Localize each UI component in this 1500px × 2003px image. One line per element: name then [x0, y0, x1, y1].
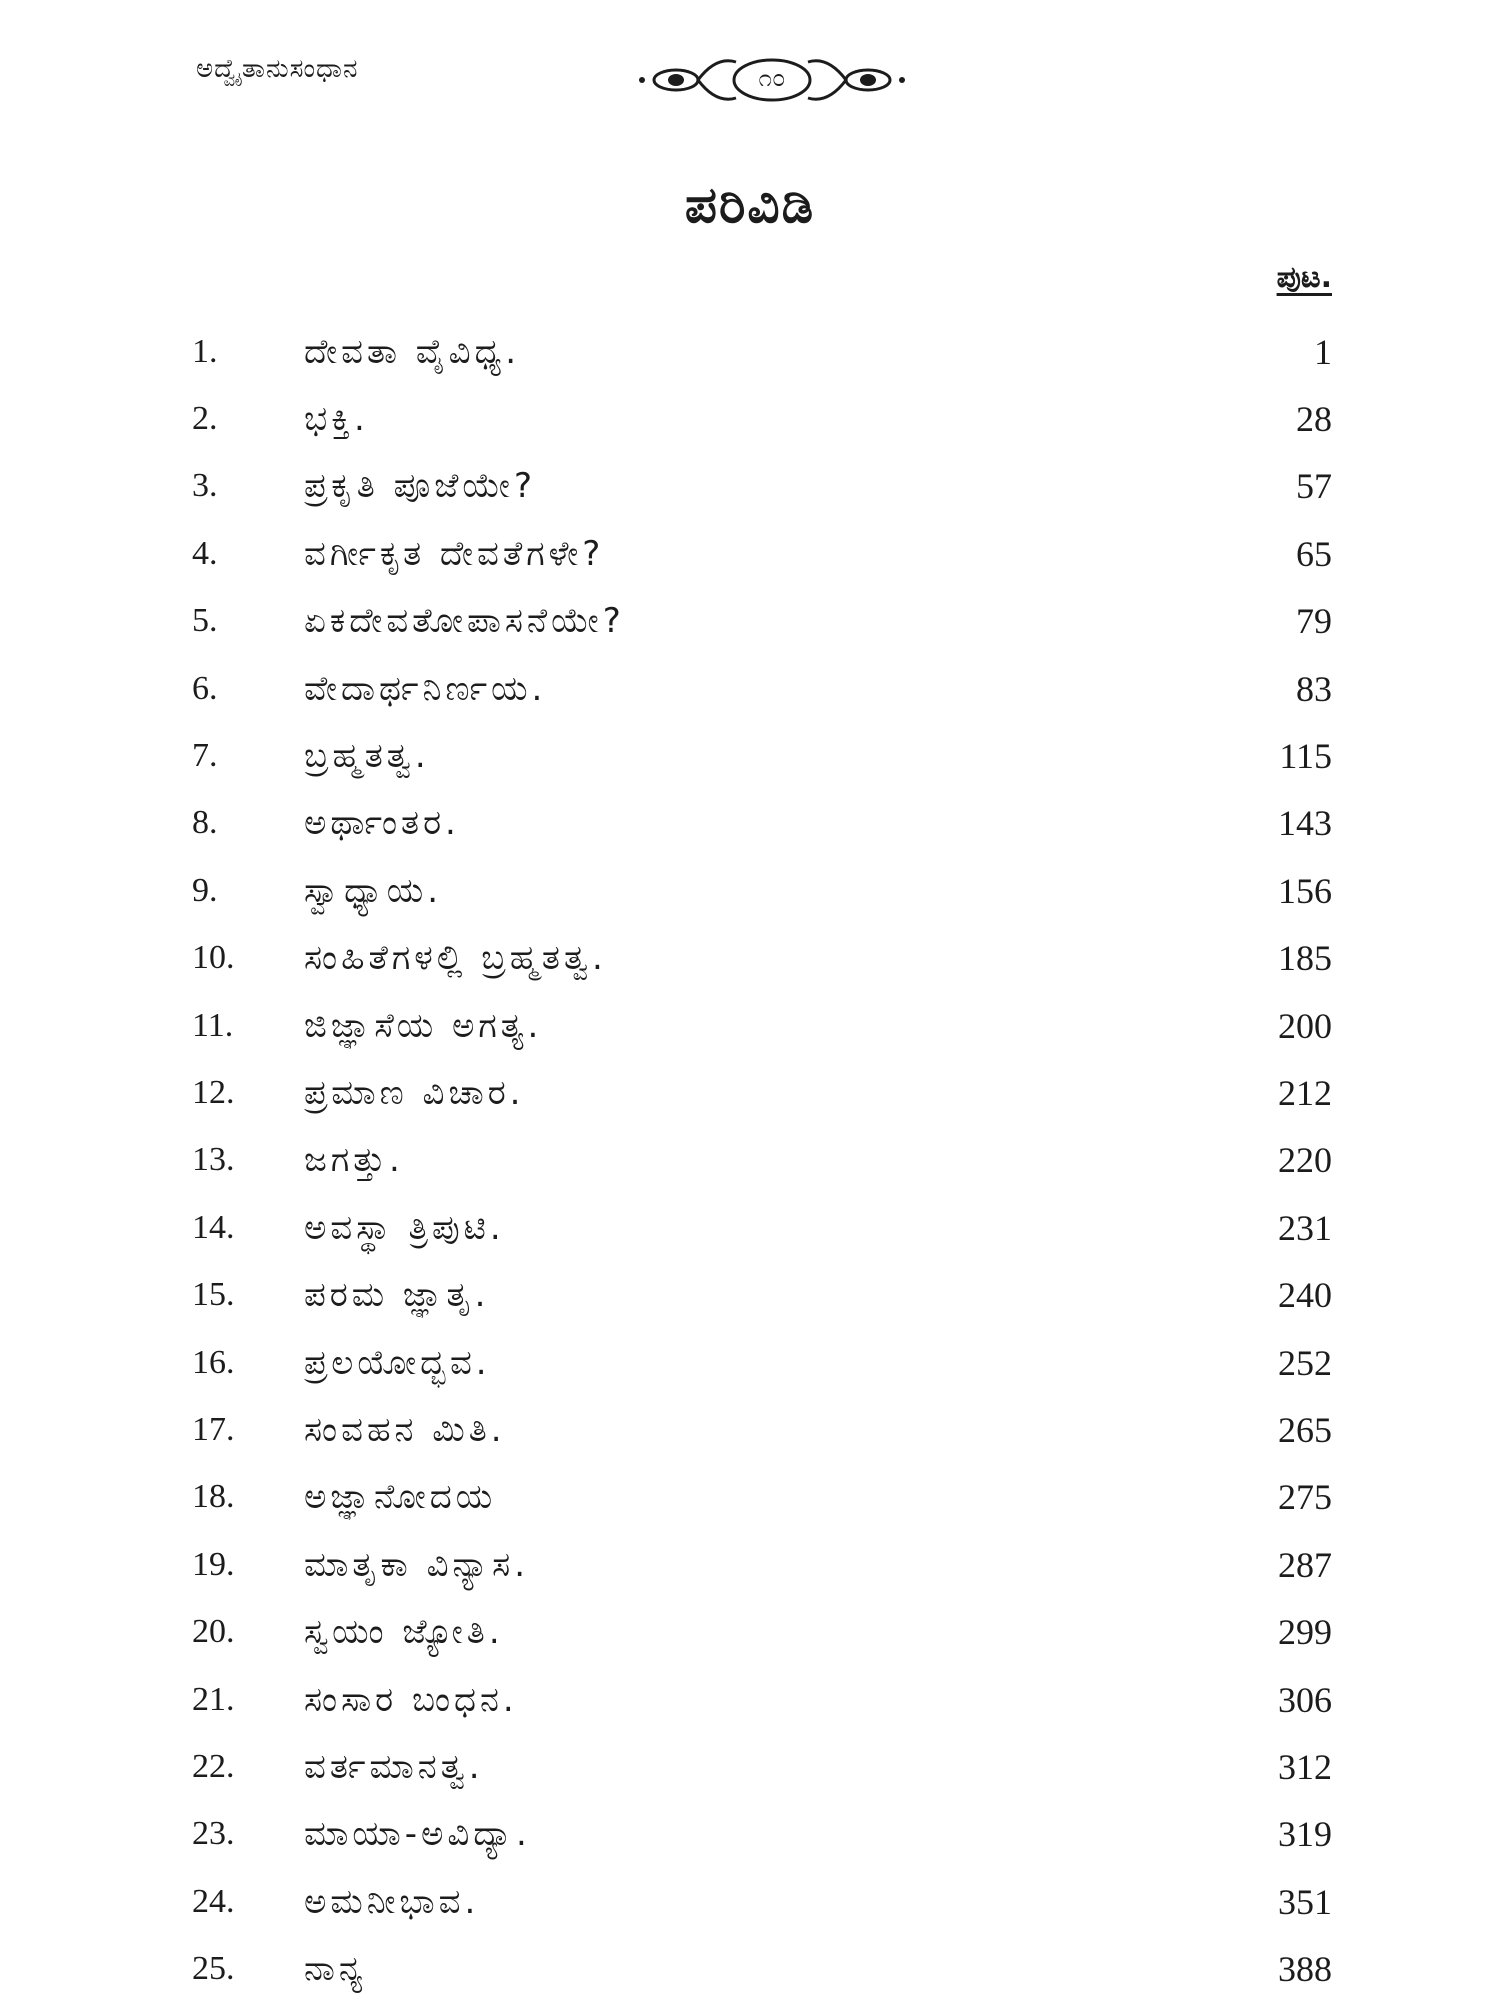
toc-row: [192, 1261, 1332, 1328]
toc-number: 22.: [192, 1747, 235, 1785]
toc-page: 57: [1296, 466, 1332, 507]
toc-title: ಅಜ್ಞಾನೋದಯ: [304, 1477, 497, 1518]
toc-title: ಸಂಸಾರ ಬಂಧನ.: [304, 1679, 518, 1720]
toc-title: ಏಕದೇವತೋಪಾಸನೆಯೇ?: [304, 601, 625, 642]
toc-row: [192, 1531, 1332, 1598]
toc-title: ಮಾತೃಕಾ ವಿನ್ಯಾಸ.: [304, 1544, 530, 1585]
toc-number: 11.: [192, 1006, 234, 1044]
page-column-label: ಪುಟ.: [1276, 260, 1332, 295]
toc-row: [192, 1059, 1332, 1126]
toc-number: 15.: [192, 1276, 235, 1314]
toc-page: 143: [1278, 803, 1332, 844]
toc-number: 4.: [192, 534, 218, 572]
toc-title: ದೇವತಾ ವೈವಿಧ್ಯ.: [304, 331, 521, 372]
toc-title: ಅರ್ಥಾಂತರ.: [304, 803, 460, 844]
toc-page: 388: [1278, 1949, 1332, 1990]
toc-page: 240: [1278, 1275, 1332, 1316]
toc-title: ವೇದಾರ್ಥನಿರ್ಣಯ.: [304, 668, 547, 709]
toc-title: ಸ್ವಾಧ್ಯಾಯ.: [304, 870, 443, 911]
toc-page: 287: [1278, 1544, 1332, 1585]
toc-number: 21.: [192, 1680, 235, 1718]
toc-number: 25.: [192, 1950, 235, 1988]
toc-title: ನಾನ್ಯ: [304, 1949, 367, 1990]
toc-number: 16.: [192, 1343, 235, 1381]
toc-page: 28: [1296, 399, 1332, 440]
toc-number: 12.: [192, 1073, 235, 1111]
toc-row: [192, 925, 1332, 992]
toc-page: 83: [1296, 668, 1332, 709]
toc-page: 200: [1278, 1005, 1332, 1046]
toc-title: ಅಮನೀಭಾವ.: [304, 1881, 480, 1922]
toc-number: 18.: [192, 1478, 235, 1516]
toc-number: 5.: [192, 602, 218, 640]
toc-page: 115: [1279, 736, 1332, 777]
toc-number: 13.: [192, 1141, 235, 1179]
toc-row: [192, 1396, 1332, 1463]
toc-page: 156: [1278, 870, 1332, 911]
toc-title: ಪ್ರಲಯೋದ್ಭವ.: [304, 1342, 491, 1383]
toc-row: [192, 1733, 1332, 1800]
toc-row: [192, 1868, 1332, 1935]
toc-page: 351: [1278, 1881, 1332, 1922]
toc-row: [192, 318, 1332, 385]
toc-number: 23.: [192, 1815, 235, 1853]
toc-row: [192, 655, 1332, 722]
toc-page: 299: [1278, 1612, 1332, 1653]
toc-page: 275: [1278, 1477, 1332, 1518]
page-title: ಪರಿವಿಡಿ: [684, 176, 816, 234]
toc-row: [192, 1935, 1332, 2002]
toc-row: [192, 1666, 1332, 1733]
toc-row: [192, 1598, 1332, 1665]
toc-page: 220: [1278, 1140, 1332, 1181]
toc-row: [192, 453, 1332, 520]
toc-row: [192, 1194, 1332, 1261]
toc-number: 17.: [192, 1410, 235, 1448]
toc-number: 7.: [192, 737, 218, 775]
toc-row: [192, 790, 1332, 857]
toc-title: ಬ್ರಹ್ಮತತ್ವ.: [304, 736, 430, 777]
toc-title: ಅವಸ್ಥಾ ತ್ರಿಪುಟಿ.: [304, 1207, 505, 1248]
toc-title: ಸ್ವಯಂ ಜ್ಯೋತಿ.: [304, 1612, 504, 1653]
toc-row: [192, 1329, 1332, 1396]
toc-title: ಪರಮ ಜ್ಞಾತೃ.: [304, 1275, 490, 1316]
table-of-contents: [192, 318, 1332, 2003]
toc-number: 14.: [192, 1208, 235, 1246]
toc-title: ವರ್ಗೀಕೃತ ದೇವತೆಗಳೇ?: [304, 533, 605, 574]
toc-title: ಸಂವಹನ ಮಿತಿ.: [304, 1409, 506, 1450]
toc-number: 1.: [192, 332, 218, 370]
toc-row: [192, 857, 1332, 924]
toc-page: 312: [1278, 1746, 1332, 1787]
toc-title: ಭಕ್ತಿ.: [304, 399, 369, 440]
toc-page: 319: [1278, 1814, 1332, 1855]
toc-title: ಮಾಯಾ-ಅವಿದ್ಯಾ.: [304, 1814, 531, 1855]
toc-number: 9.: [192, 871, 218, 909]
toc-page: 65: [1296, 533, 1332, 574]
running-header-title: ಅದ್ವೈತಾನುಸಂಧಾನ: [196, 54, 359, 84]
toc-number: 8.: [192, 804, 218, 842]
toc-number: 24.: [192, 1882, 235, 1920]
toc-number: 19.: [192, 1545, 235, 1583]
toc-number: 2.: [192, 400, 218, 438]
toc-title: ಪ್ರಮಾಣ ವಿಚಾರ.: [304, 1072, 525, 1113]
toc-title: ಜಿಜ್ಞಾಸೆಯ ಅಗತ್ಯ.: [304, 1005, 543, 1046]
toc-page: 185: [1278, 938, 1332, 979]
toc-number: 6.: [192, 669, 218, 707]
toc-row: [192, 1464, 1332, 1531]
toc-row: [192, 992, 1332, 1059]
toc-number: 10.: [192, 939, 235, 977]
toc-page: 306: [1278, 1679, 1332, 1720]
toc-number: 20.: [192, 1613, 235, 1651]
toc-title: ಸಂಹಿತೆಗಳಲ್ಲಿ ಬ್ರಹ್ಮತತ್ವ.: [304, 938, 607, 979]
toc-page: 231: [1278, 1207, 1332, 1248]
toc-page: 265: [1278, 1409, 1332, 1450]
toc-title: ವರ್ತಮಾನತ್ವ.: [304, 1746, 484, 1787]
toc-page: 212: [1278, 1072, 1332, 1113]
toc-title: ಜಗತ್ತು.: [304, 1140, 404, 1181]
page-number: ೧೦: [758, 64, 786, 92]
toc-page: 1: [1314, 331, 1332, 372]
toc-page: 252: [1278, 1342, 1332, 1383]
toc-row: [192, 520, 1332, 587]
toc-row: [192, 1127, 1332, 1194]
toc-row: [192, 385, 1332, 452]
toc-number: 3.: [192, 467, 218, 505]
toc-page: 79: [1296, 601, 1332, 642]
toc-title: ಪ್ರಕೃತಿ ಪೂಜೆಯೇ?: [304, 466, 537, 507]
toc-row: [192, 588, 1332, 655]
toc-row: [192, 1801, 1332, 1868]
toc-row: [192, 722, 1332, 789]
